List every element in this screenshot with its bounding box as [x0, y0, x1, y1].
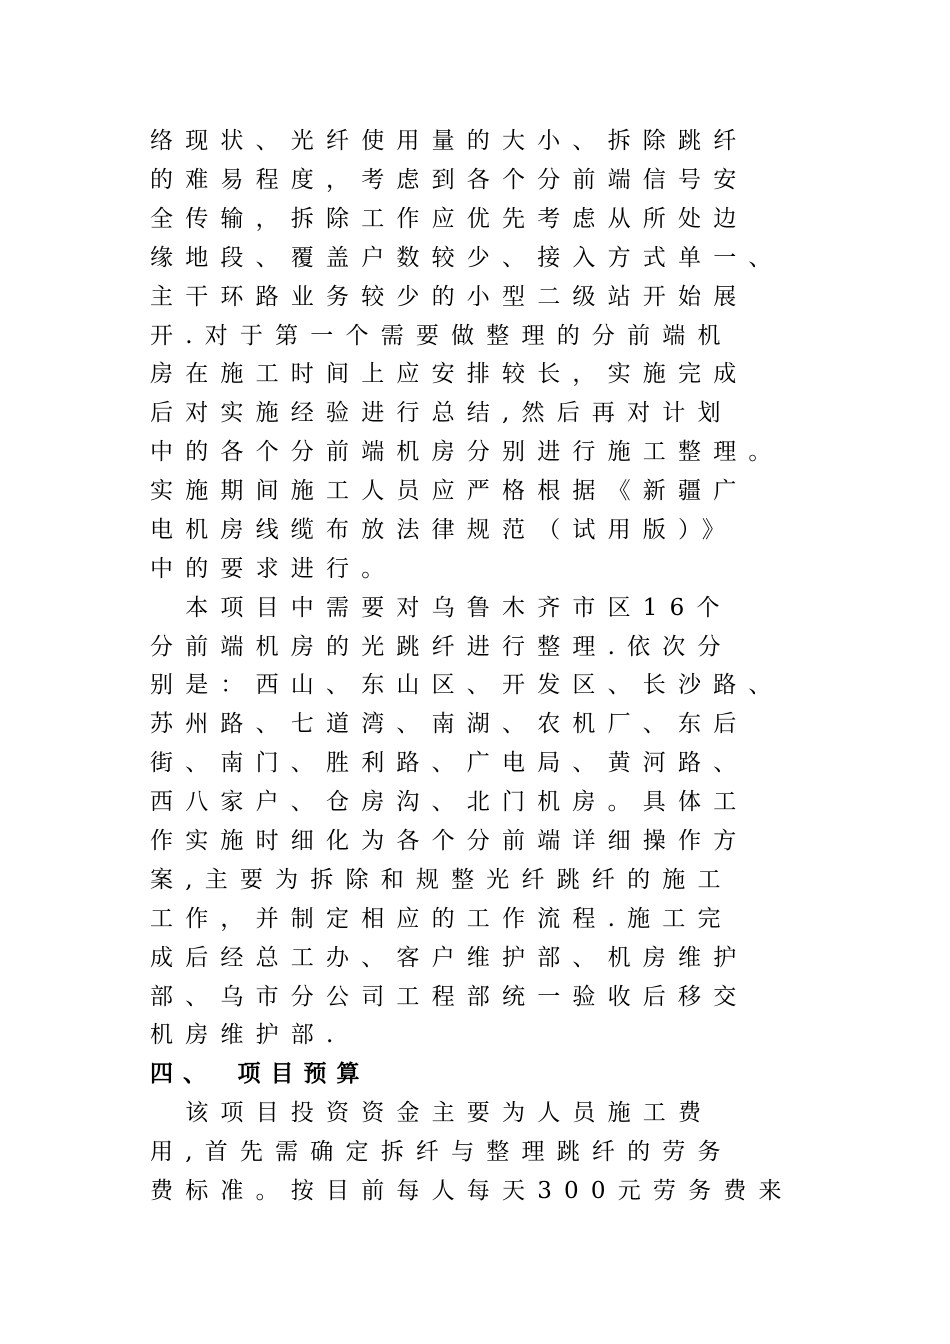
text-line: 案,主要为拆除和规整光纤跳纤的施工 — [150, 867, 733, 893]
text-line: 的难易程度，考虑到各个分前端信号安 — [150, 167, 749, 193]
text-line: 作实施时细化为各个分前端详细操作方 — [150, 828, 749, 854]
text-line: 别是：西山、东山区、开发区、长沙路、 — [150, 672, 784, 698]
text-line: 部、乌市分公司工程部统一验收后移交 — [150, 984, 749, 1010]
text-line: 分前端机房的光跳纤进行整理.依次分 — [150, 634, 733, 660]
text-line: 开.对于第一个需要做整理的分前端机 — [150, 323, 733, 349]
text-line: 电机房线缆布放法律规范（试用版）》 — [150, 517, 737, 543]
text-line: 工作，并制定相应的工作流程.施工完 — [150, 906, 733, 932]
text-line: 西八家户、仓房沟、北门机房。具体工 — [150, 789, 749, 815]
text-line: 主干环路业务较少的小型二级站开始展 — [150, 284, 749, 310]
text-line: 费标准。按目前每人每天300元劳务费来 — [150, 1178, 794, 1204]
text-line: 街、南门、胜利路、广电局、黄河路、 — [150, 750, 749, 776]
text-line: 成后经总工办、客户维护部、机房维护 — [150, 945, 749, 971]
section-heading: 四、 项目预算 — [150, 1060, 370, 1087]
text-line: 苏州路、七道湾、南湖、农机厂、东后 — [150, 711, 749, 737]
text-line: 房在施工时间上应安排较长，实施完成 — [150, 361, 749, 387]
text-line: 络现状、光纤使用量的大小、拆除跳纤 — [150, 128, 749, 154]
text-line: 后对实施经验进行总结,然后再对计划 — [150, 400, 733, 426]
text-line: 中的各个分前端机房分别进行施工整理。 — [150, 439, 784, 465]
text-line: 实施期间施工人员应严格根据《新疆广 — [150, 478, 749, 504]
text-line: 全传输，拆除工作应优先考虑从所处边 — [150, 206, 749, 232]
text-line: 本项目中需要对乌鲁木齐市区16个 — [150, 595, 732, 621]
text-line: 用,首先需确定拆纤与整理跳纤的劳务 — [150, 1139, 733, 1165]
text-line: 机房维护部. — [150, 1022, 346, 1048]
text-line: 该项目投资资金主要为人员施工费 — [150, 1100, 714, 1126]
text-line: 缘地段、覆盖户数较少、接入方式单一、 — [150, 245, 784, 271]
text-line: 中的要求进行。 — [150, 556, 397, 582]
